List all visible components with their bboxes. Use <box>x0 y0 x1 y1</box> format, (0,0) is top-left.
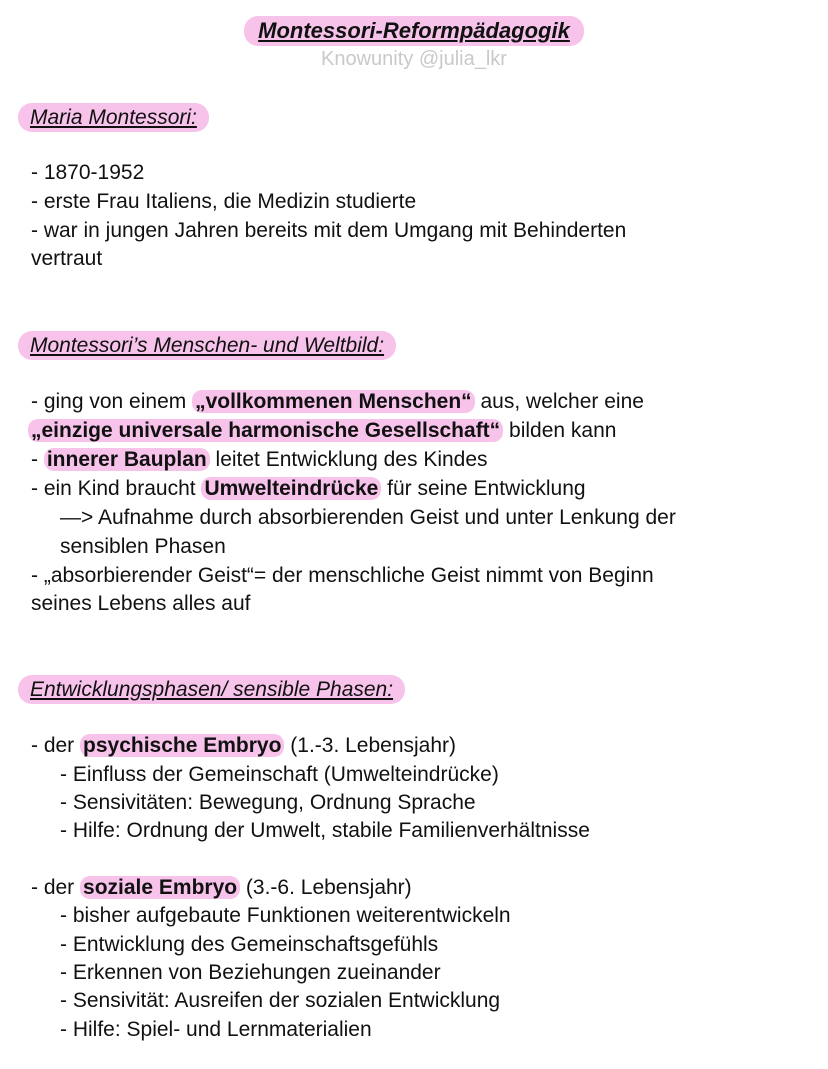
document-title <box>0 16 828 46</box>
section-heading-maria: Maria Montessori: <box>18 103 209 132</box>
highlight-psychic-embryo: psychische Embryo <box>80 734 284 757</box>
highlight-perfect-human: „vollkommenen Menschen“ <box>192 390 475 413</box>
highlight-bauplan: innerer Bauplan <box>44 448 210 471</box>
psychic-item-community: - Einfluss der Gemeinschaft (Umwelteindrücke) <box>60 763 499 786</box>
weltbild-line-perfect-human: - ging von einem „vollkommenen Menschen“ aus, welcher eine <box>31 390 644 413</box>
phase-social-embryo: - der soziale Embryo (3.-6. Lebensjahr) <box>31 876 412 899</box>
highlight-social-embryo: soziale Embryo <box>80 876 240 899</box>
maria-line-years: - 1870-1952 <box>31 161 145 184</box>
watermark: Knowunity @julia_lkr <box>321 48 507 70</box>
section-heading-phasen: Entwicklungsphasen/ sensible Phasen: <box>18 675 405 704</box>
weltbild-line-life: seines Lebens alles auf <box>31 592 251 615</box>
highlight-society: „einzige universale harmonische Gesellschaft“ <box>28 419 503 442</box>
psychic-item-sensitivities: - Sensivitäten: Bewegung, Ordnung Sprache <box>60 791 476 814</box>
social-item-community-feeling: - Entwicklung des Gemeinschaftsgefühls <box>60 933 439 956</box>
highlight-impressions: Umwelteindrücke <box>201 477 381 500</box>
social-item-help: - Hilfe: Spiel- und Lernmaterialien <box>60 1018 372 1041</box>
maria-line-medicine: - erste Frau Italiens, die Medizin studierte <box>31 190 417 213</box>
phase-psychic-embryo: - der psychische Embryo (1.-3. Lebensjahr) <box>31 734 457 757</box>
weltbild-line-impressions: - ein Kind braucht Umwelteindrücke für seine Entwicklung <box>31 477 586 500</box>
social-item-functions: - bisher aufgebaute Funktionen weiterentwickeln <box>60 904 511 927</box>
psychic-item-help: - Hilfe: Ordnung der Umwelt, stabile Familienverhältnisse <box>60 819 590 842</box>
section-heading-weltbild: Montessori’s Menschen- und Weltbild: <box>18 331 396 360</box>
document-title-text: Montessori-Reformpädagogik <box>244 16 584 46</box>
weltbild-line-absorption: —> Aufnahme durch absorbierenden Geist und unter Lenkung der <box>60 506 676 529</box>
maria-line-familiar: vertraut <box>31 247 103 270</box>
weltbild-line-sensitive-phases: sensiblen Phasen <box>60 535 226 558</box>
weltbild-line-society: „einzige universale harmonische Gesellschaft“ bilden kann <box>28 418 616 444</box>
social-item-relationships: - Erkennen von Beziehungen zueinander <box>60 961 441 984</box>
weltbild-line-bauplan: - innerer Bauplan leitet Entwicklung des Kindes <box>31 448 488 471</box>
maria-line-disabled: - war in jungen Jahren bereits mit dem Umgang mit Behinderten <box>31 219 627 242</box>
social-item-sensitivity: - Sensivität: Ausreifen der sozialen Entwicklung <box>60 989 501 1012</box>
weltbild-line-absorbent-mind: - „absorbierender Geist“= der menschliche Geist nimmt von Beginn <box>31 564 654 587</box>
